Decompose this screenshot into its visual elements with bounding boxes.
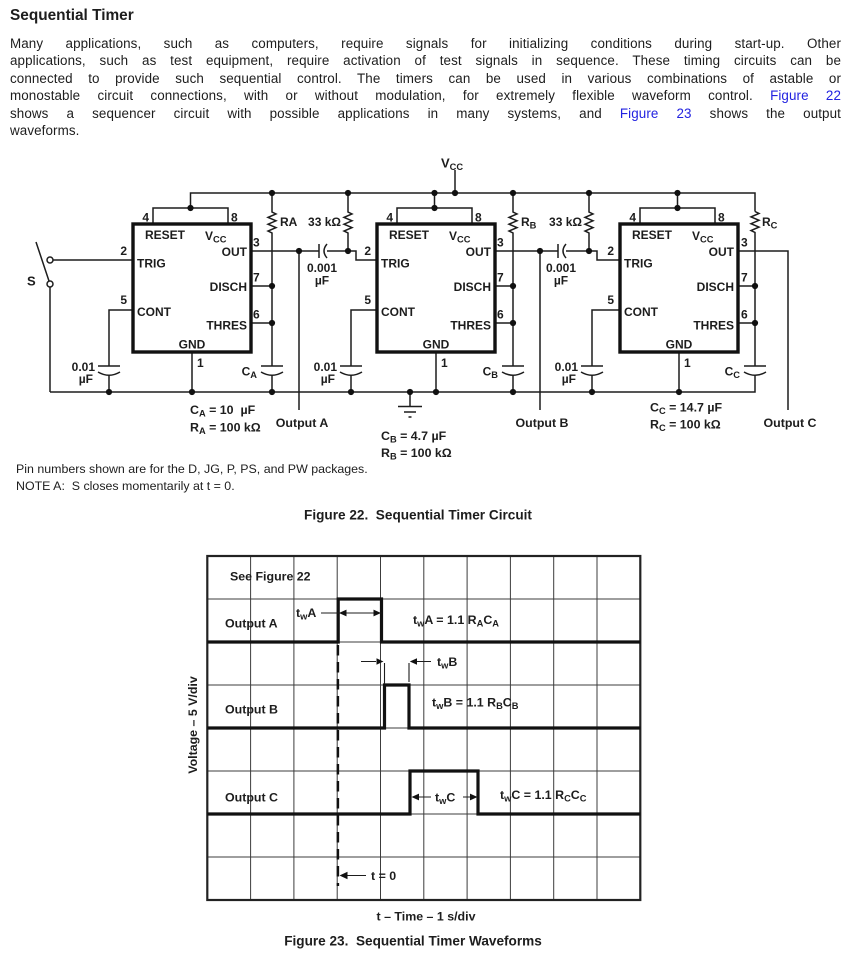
tw-b-arrow-lines [361,662,431,685]
resistor-33k-1-label: 33 kΩ [308,215,341,229]
timer1-pin-label-vcc: $V_{CC}$ [205,229,227,245]
cap-001uf-1-unit: µF [314,273,330,288]
timer2-pin-label-reset: RESET [389,228,430,242]
timer3-pin-label-cont: CONT [624,305,658,319]
note-switch: NOTE A: S closes momentarily at t = 0. [16,479,235,493]
sequential-timer-waveforms-figure [0,535,850,968]
timer2-pin-label-vcc: $V_{CC}$ [449,229,471,245]
paragraph-line [10,70,841,87]
figure-22-caption: Figure 22. Sequential Timer Circuit [304,507,532,523]
timer1-pin-label-trig: TRIG [137,256,166,271]
see-figure-note: See Figure 22 [230,569,311,584]
timer2-pin-number-gnd: 1 [441,356,448,370]
x-axis-label: t – Time – 1 s/div [376,909,476,924]
arrow-right-icon [374,610,382,617]
waveform-row-label-c: Output C [225,790,278,805]
resistor-33k-2-label: 33 kΩ [549,215,582,229]
resistor-ra [268,193,276,392]
timer1-pin-number-disch: 7 [253,270,260,285]
timer1-pin-label-gnd: GND [178,337,206,352]
capacitor-001uf-1-icon [319,244,327,258]
timer3-pin-label-thres: THRES [693,318,734,333]
capacitor-01uf-2-icon [340,366,362,375]
figure-22-link[interactable]: Figure 22 [770,88,841,104]
resistor-rc-label: $R_C$ [762,215,778,231]
timer2-pin-number-vcc: 8 [475,210,482,225]
output-a-label: Output A [275,416,329,430]
value-rb: $R_B = 100$ kΩ [381,446,452,462]
timer3-pin-number-gnd: 1 [684,356,691,370]
timer1-pin-number-vcc: 8 [231,210,238,225]
timer2-pin-label-disch: DISCH [453,280,491,294]
capacitor-ca-icon [261,366,283,375]
timer1-pin-number-reset: 4 [142,210,149,225]
paragraph-line [10,35,841,52]
equation-tw-b: $t_wB = 1.1$ $R_BC_B$ [432,695,519,711]
value-ca: $C_A = 10$ µF [190,403,256,419]
timer3-pin-label-out: OUT [708,245,734,259]
value-annotations [190,401,817,462]
capacitor-cc-icon [744,366,766,375]
timer2-pin-number-cont: 5 [364,293,371,307]
timer1-pin-number-thres: 6 [253,307,260,322]
timer1-pin-label-reset: RESET [145,228,186,242]
cap-001uf-2-value: 0.001 [545,261,577,275]
sequential-timer-circuit-figure [0,150,850,535]
cap-001uf-2-unit: µF [553,273,569,288]
timer2-pin-label-cont: CONT [381,305,415,319]
timer2-pin-number-trig: 2 [364,244,371,258]
timer2-pin-label-out: OUT [465,245,491,259]
timer1-pin-label-out: OUT [221,245,247,259]
waveform-row-label-b: Output B [225,702,278,717]
timer2-pin-label-trig: TRIG [381,256,410,271]
timer2-pin-label-gnd: GND [422,337,450,352]
timer3-pin-label-reset: RESET [632,228,673,242]
ground-rail [50,376,755,393]
timer2-pin-number-disch: 7 [497,270,504,285]
cap-cc-label: $C_C$ [724,364,740,380]
tw-b-label: $t_wB$ [437,655,458,671]
equation-tw-c: $t_wC = 1.1$ $R_CC_C$ [500,788,587,804]
timer1-pin-number-trig: 2 [120,244,127,258]
resistor-ra-label: RA [280,215,298,229]
note-packages: Pin numbers shown are for the D, JG, P, PS, and PW packages. [16,462,368,476]
paragraph-line [10,122,841,139]
paragraph-text: connected to provide such sequential control. The timers can be used in various combinations of astable or [10,70,841,86]
capacitor-cb-icon [502,366,524,375]
cap-01uf-1-value: 0.01 [71,360,95,374]
paragraph-text: shows a sequencer circuit with possible applications in many systems, and [10,105,620,121]
cap-001uf-1-value: 0.001 [306,261,338,275]
figure-23-caption: Figure 23. Sequential Timer Waveforms [284,933,542,949]
capacitor-01uf-1-icon [98,366,120,375]
equation-tw-a: $t_wA = 1.1$ $R_AC_A$ [413,613,499,629]
arrow-right-icon [470,794,478,801]
output-c-label: Output C [763,416,817,430]
arrow-left-icon [412,794,420,801]
paragraph-line [10,87,841,104]
timer1-pin-number-out: 3 [253,235,260,250]
arrow-left-icon [339,610,347,617]
timer1-pin-label-thres: THRES [206,318,247,333]
resistor-33k-2 [585,193,593,251]
intro-paragraph [10,35,841,140]
timer1-pin-label-disch: DISCH [209,280,247,294]
paragraph-line [10,105,841,122]
timer3-pin-label-gnd: GND [665,337,693,352]
output-b-label: Output B [515,416,569,430]
timer3-pin-number-trig: 2 [607,244,614,258]
page-title: Sequential Timer [10,7,134,24]
paragraph-text: monostable circuit connections, with or without modulation, for extremely flexible waveform control. [10,88,771,104]
paragraph-text: Many applications, such as computers, require signals for initializing conditions during start-up. Other [10,36,841,51]
tw-c-label: $t_wC$ [435,790,456,806]
y-axis-label: Voltage – 5 V/div [186,676,200,774]
paragraph-text: shows the output [691,105,841,121]
timer3-pin-label-disch: DISCH [696,280,734,294]
timer3-pin-number-reset: 4 [629,210,636,225]
cap-01uf-3-value: 0.01 [554,360,578,374]
vcc-supply-label: VCC [441,155,464,172]
value-cb: $C_B = 4.7$ µF [381,429,447,445]
arrow-left-icon [340,872,348,879]
resistor-rb-label: $R_B$ [521,215,537,231]
capacitor-01uf-3-icon [581,366,603,375]
timer3-pin-number-cont: 5 [607,293,614,307]
waveform-row-label-a: Output A [225,616,278,631]
paragraph-text: waveforms. [10,123,80,139]
cap-cb-label: $C_B$ [482,364,498,380]
cap-01uf-1-unit: µF [78,372,93,386]
switch-contact-top[interactable] [47,257,53,263]
timer3-pin-label-trig: TRIG [624,256,653,271]
timer3-pin-number-out: 3 [741,235,748,250]
capacitor-001uf-2-icon [558,244,566,258]
cap-01uf-2-unit: µF [320,372,335,386]
paragraph-line [10,52,841,69]
value-cc: $C_C = 14.7$ µF [650,400,723,416]
figure-23-link[interactable]: Figure 23 [619,105,692,121]
timer2-pin-number-out: 3 [497,235,504,250]
timer1-pin-number-gnd: 1 [197,356,204,370]
switch-label: S [27,273,36,289]
timer3-pin-number-thres: 6 [741,307,748,322]
cap-01uf-2-value: 0.01 [313,360,337,374]
cap-01uf-3-unit: µF [561,372,576,386]
width-annotations [321,610,478,880]
timer3-pin-label-vcc: $V_{CC}$ [692,229,714,245]
value-ra: $R_A = 100$ kΩ [190,420,261,436]
paragraph-text: applications, such as test equipment, require activation of test signals in sequence. These timing circuits can be [10,53,841,69]
timer2-pin-label-thres: THRES [450,318,491,333]
timer3-pin-number-disch: 7 [741,270,748,285]
resistor-rb [509,193,517,392]
timer3-pin-number-vcc: 8 [718,210,725,225]
arrow-left-icon [410,658,417,664]
resistor-33k-1 [344,193,352,251]
earth-ground-icon [398,392,422,417]
cap-ca-label: $C_A$ [241,364,257,380]
tw-a-label: $t_wA$ [296,606,317,622]
timer2-pin-number-reset: 4 [386,210,393,225]
timer2-pin-number-thres: 6 [497,307,504,322]
timer1-pin-label-cont: CONT [137,305,171,319]
switch-contact-bottom[interactable] [47,281,53,287]
timer1-pin-number-cont: 5 [120,293,127,307]
t-zero-label: t = 0 [371,869,397,883]
value-rc: $R_C = 100$ kΩ [650,417,721,433]
